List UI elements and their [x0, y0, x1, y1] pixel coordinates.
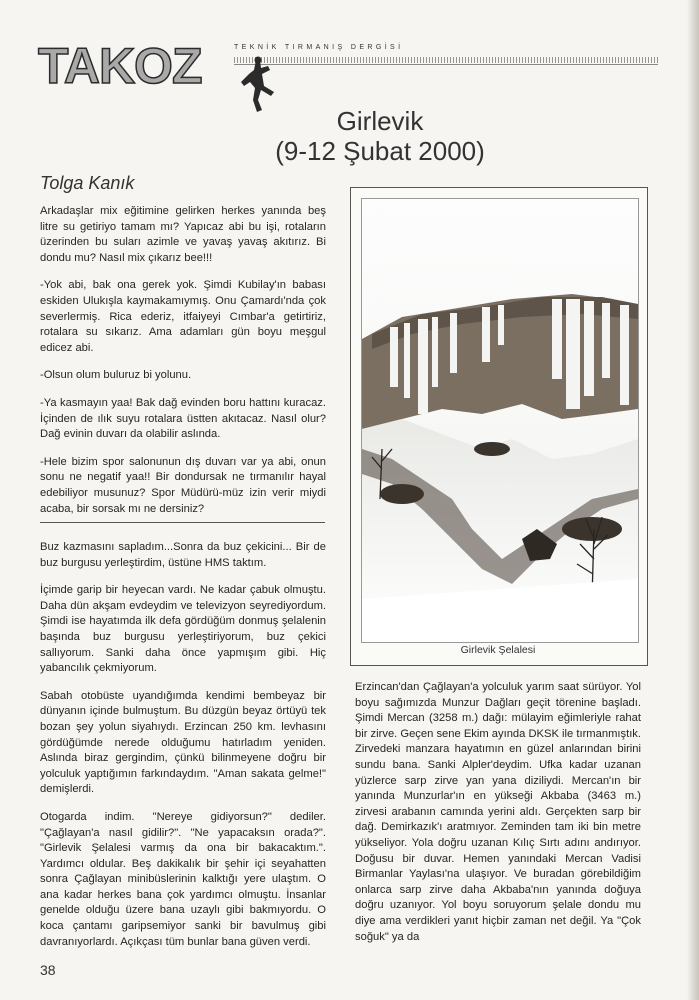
right-column-body: [355, 680, 641, 957]
title-line-1: Girlevik: [336, 106, 424, 136]
left-column-intro: [40, 204, 326, 529]
paragraph: -Hele bizim spor salonunun dış duvarı var ya abi, onun sonu ne negatif yaa!! Bir dondursak ne tırmanılır hayal edebiliyor musunuz? Spor Müdürü-müz izin verir miydi acaba, bir sorsak mı ne dersiniz?: [40, 455, 326, 515]
frozen-waterfall-image: [362, 199, 638, 642]
magazine-subtitle: TEKNİK TIRMANIŞ DERGİSİ: [234, 44, 404, 51]
title-line-2: (9-12 Şubat 2000): [275, 136, 485, 166]
section-divider: [40, 522, 325, 523]
author-name: Tolga Kanık: [40, 173, 135, 193]
masthead-rule: [234, 57, 658, 63]
paragraph: Arkadaşlar mix eğitimine gelirken herkes yanında beş litre su getiriyo tamam mı? Yapıcaz abi bu işi, rotaların üzerinden bu suları azimle ve yavaş yavaş akıtırız. Bi dondu mu? Nasıl mix çıkarız bee!!!: [40, 205, 326, 264]
magazine-logo: TAKOZ: [38, 38, 202, 94]
masthead: [38, 36, 658, 116]
paragraph: -Ya kasmayın yaa! Bak dağ evinden boru hattını kuracaz. İçinden de ılık suyu rotalara üstten akıtacaz. Nasıl olur? Dağ evinin duvarı da olabilir aslında.: [40, 396, 326, 441]
paragraph: -Olsun olum buluruz bi yolunu.: [40, 369, 192, 382]
paragraph: Erzincan'dan Çağlayan'a yolculuk yarım saat sürüyor. Yol boyu sağımızda Munzur Dağları geçit törenine başladı. Şimdi Mercan (3258 m.) dağı: mülayim eğimleriyle rahat bir zirve. Geçen sene Ekim ayında DKSK ile tırmanmıştık. Zirvedeki manzara hayatımın en güzel anlarından birini sundu bana. Sanki Alpler'deydim. Ufka kadar uzanan yüzlerce sarp zirve yan yana diziliydi. Mercan'ın bir yanında Munzurlar'ın en yükseği Akbaba (3463 m.) zirvesi arabanın camında yerini aldı. Gerçekten sarp bir dağ. Demirkazık'ı aratmıyor. Zeminden tam iki bin metre yükseliyor. Yola doğru uzanan Kılıç Sırtı adını andırıyor. Doğusu bir duvar. Hemen yanındaki Mercan Vadisi Birmanlar Yaylası'na ulaşıyor. Ve buradan görebildiğim onlarca sarp zirve daha Akbaba'nın yanında doğuya doğru uzanıyor. Yol boyu soruyorum şelale dondu mu diye ama verdikleri yanıt hiçbir zaman net değil. Ya "Çok soğuk" ya da: [355, 681, 642, 943]
left-column-body: [40, 540, 326, 962]
paragraph: Buz kazmasını sapladım...Sonra da buz çekicini... Bir de buz burgusu yerleştirdim, üstüne HMS taktım.: [40, 541, 326, 569]
article-title: [200, 106, 560, 166]
paragraph: Sabah otobüste uyandığımda kendimi bembeyaz bir dünyanın içinde bulmuştum. Bu düzgün beyaz örtüyü tek bozan şey yolun siyahıydı. Erzincan 250 km. levhasını gördüğümde nerede olduğumu hatırladım yeniden. Aslında biraz gergindim, çünkü bilinmeyene doğru bir yolculuk yaptığımın farkındaydım. "Aman sakata gelme!" demişlerdi.: [40, 689, 326, 796]
page-number: 38: [40, 962, 56, 978]
photo-caption: Girlevik Şelalesi: [460, 644, 536, 656]
paragraph: -Yok abi, bak ona gerek yok. Şimdi Kubilay'ın babası eskiden Ulukışla kaymakamıymış. Onu Çamardı'nda çok severlermiş. Rica ederiz, itfaiyeyi Cımbar'a getirtiriz, rotalara su sıkarız. Ama adamları gün boyu meşgul edicez abi.: [40, 279, 326, 354]
photo-frame: [350, 187, 648, 666]
waterfall-photo: [361, 198, 639, 643]
paragraph: İçimde garip bir heyecan vardı. Ne kadar çabuk olmuştu. Daha dün akşam evdeydim ve televizyon seyrediyordum. Şimdi ise hayatımda ilk defa gördüğüm donmuş şelalenin başında buz burgusu yerleştiriyorum, buz çekici sallıyorum. Sanki daha önce yapmışım gibi. Hiç yabancılık çekmiyorum.: [40, 584, 326, 675]
masthead-rule-line: [234, 64, 658, 65]
page-spine-shadow: [687, 0, 699, 1000]
paragraph: Otogarda indim. "Nereye gidiyorsun?" dediler. "Çağlayan'a nasıl gidilir?". "Ne yapacaksın orada?". "Girlevik Şelalesi varmış da ona bir bakacaktım.". Yardımcı oldular. Beş dakikalık bir şehir içi seyahatten sonra Çağlayan minibüslerinin kalktığı yere ulaştım. O ana kadar herkes bana çok yardımcı olmuştu. İnsanlar genelde olduğu üzere bana uzaylı gibi bakmıyordu. O koca çantamı garipsemiyor sanki bir bavulmuş gibi davranıyorlardı. Açıkçası tüm bunlar bana güven verdi.: [40, 810, 326, 948]
